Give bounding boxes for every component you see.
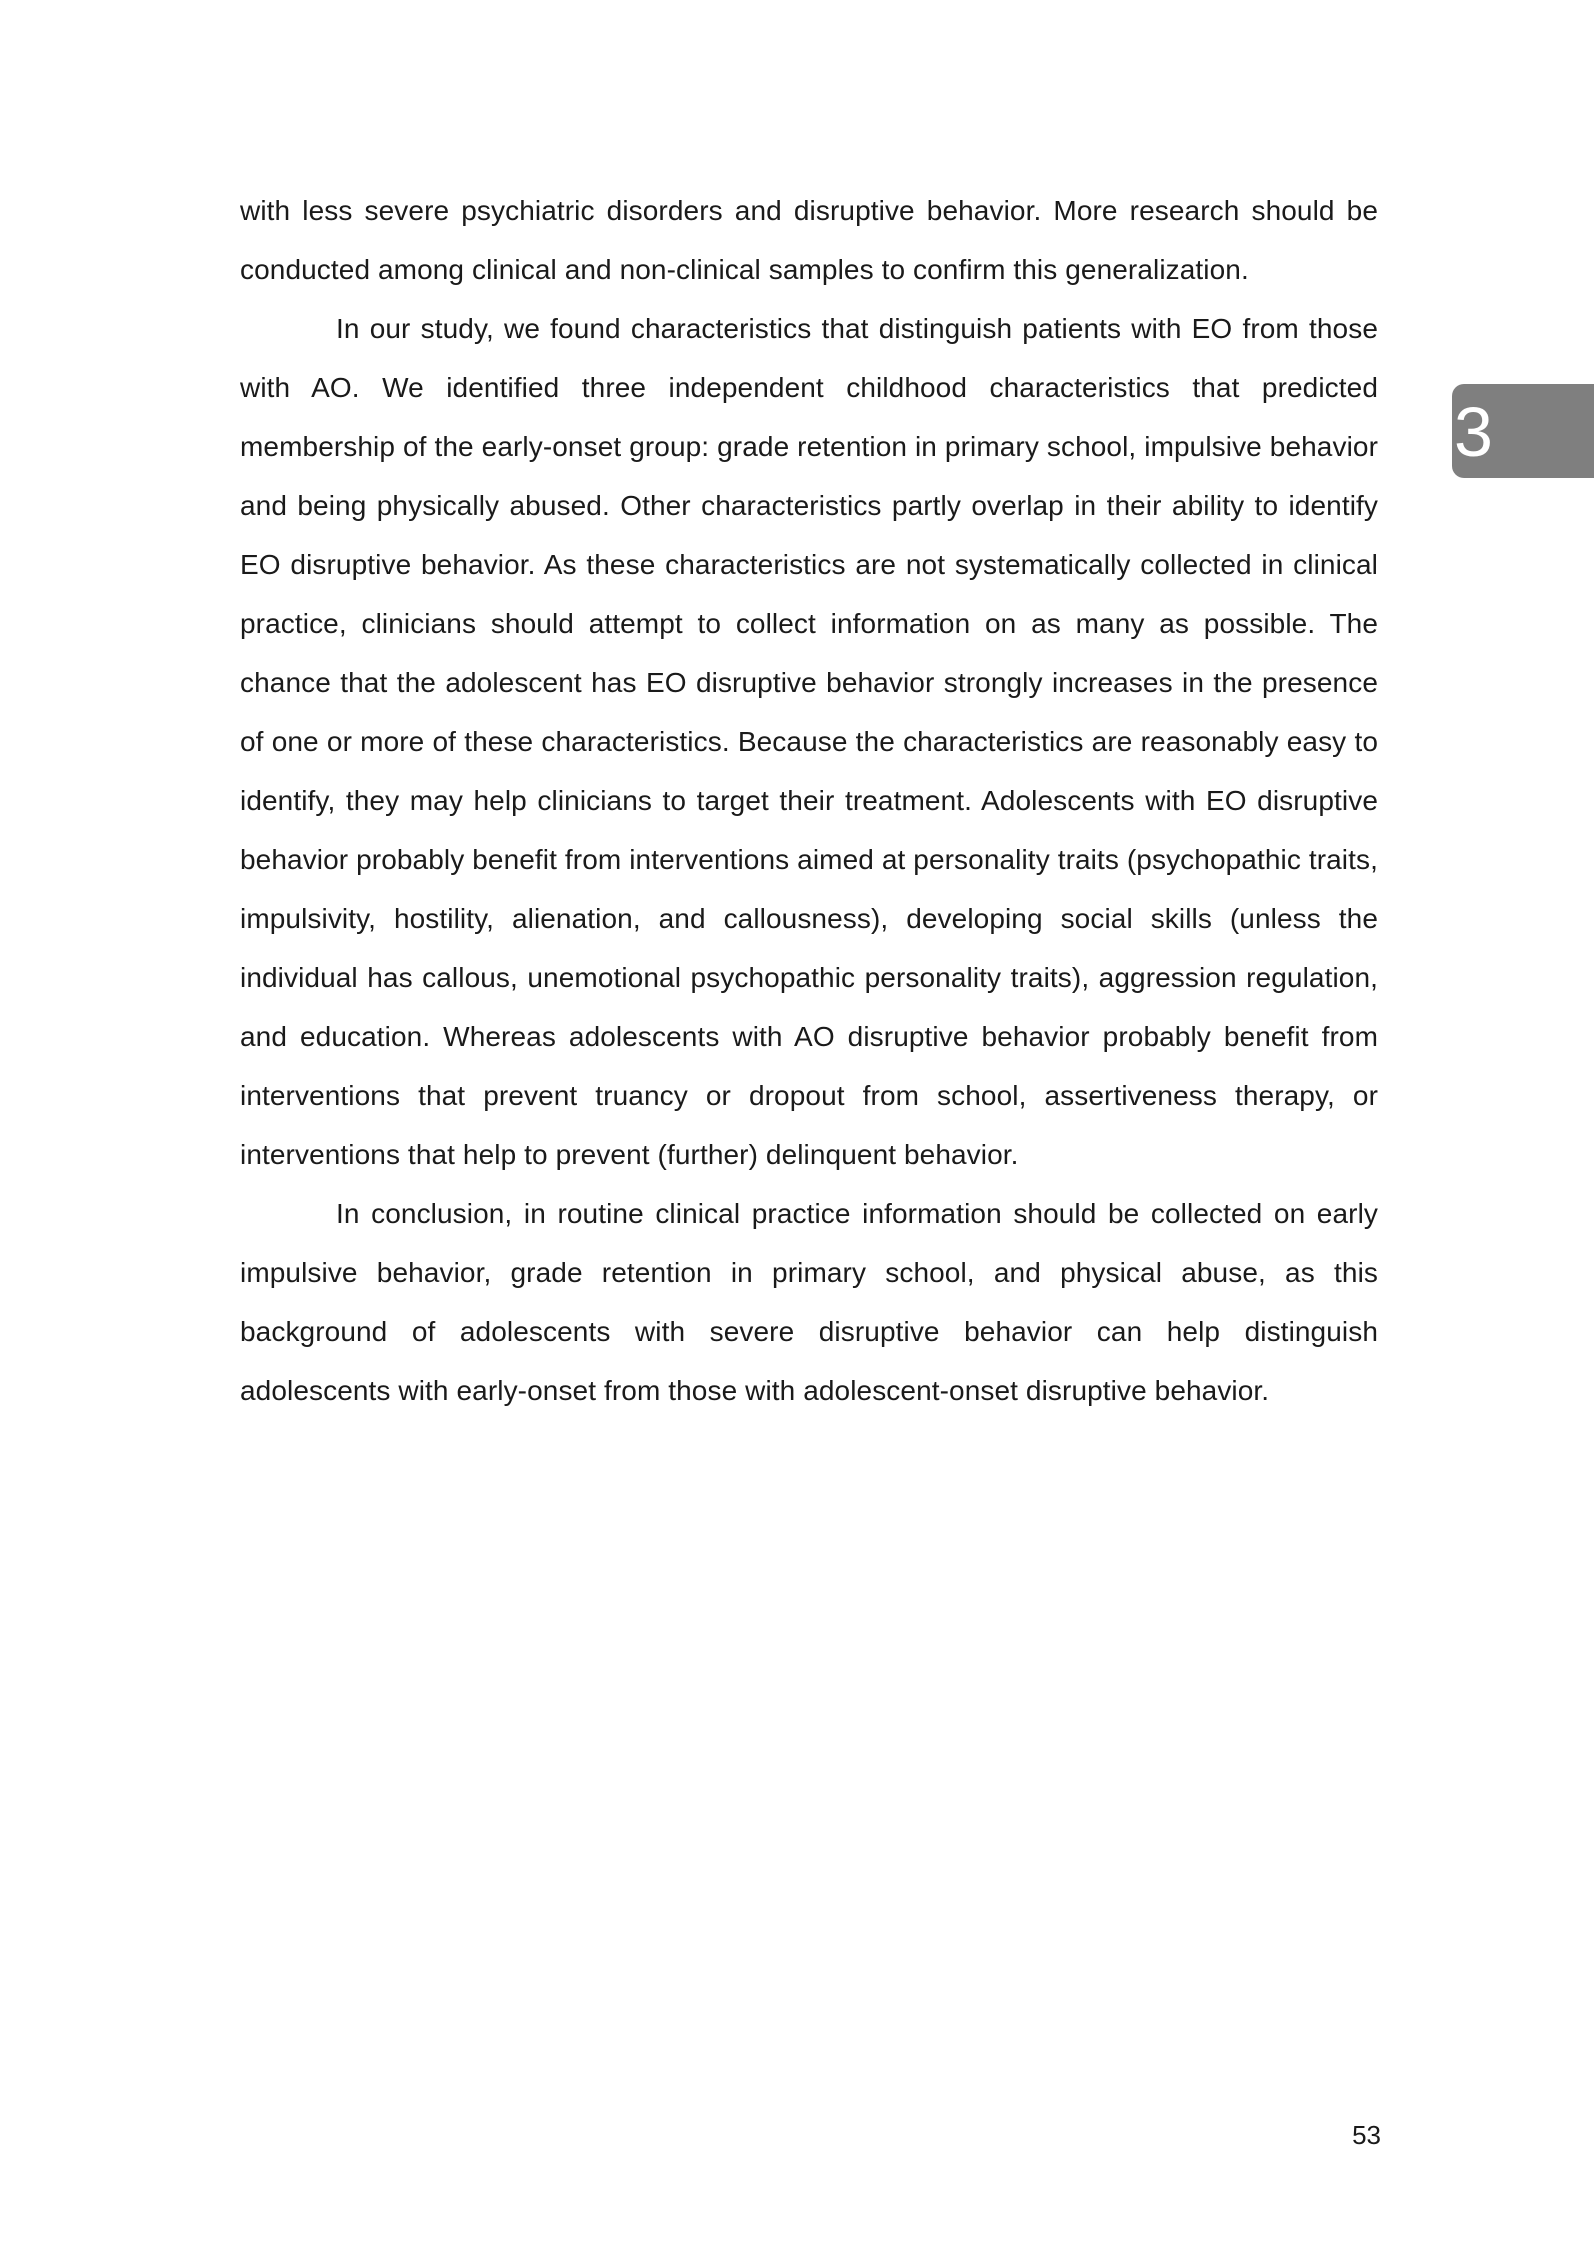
paragraph-study-findings: In our study, we found characteristics that distinguish patients with EO from those with AO. We identified three independent childhood characteristics that predicted membership of the early-onset group: grade retention in primary school, impulsive behavior and being physically abused. Other characteristics partly overlap in their ability to identify EO disruptive behavior. As these characteristics are not systematically collected in clinical practice, clinicians should attempt to collect information on as many as possible. The chance that the adolescent has EO disruptive behavior strongly increases in the presence of one or more of these characteristics. Because the characteristics are reasonably easy to identify, they may help clinicians to target their treatment. Adolescents with EO disruptive behavior probably benefit from interventions aimed at personality traits (psychopathic traits, impulsivity, hostility, alienation, and callousness), developing social skills (unless the individual has callous, unemotional psychopathic personality traits), aggression regulation, and education. Whereas adolescents with AO disruptive behavior probably benefit from interventions that prevent truancy or dropout from school, assertiveness therapy, or interventions that help to prevent (further) delinquent behavior. bbox=[240, 313, 1378, 1170]
paragraph-conclusion: In conclusion, in routine clinical practice information should be collected on early impulsive behavior, grade retention in primary school, and physical abuse, as this background of adolescents with severe disruptive behavior can help distinguish adolescents with early-onset from those with adolescent-onset disruptive behavior. bbox=[240, 1198, 1378, 1406]
chapter-number: 3 bbox=[1454, 393, 1493, 471]
chapter-tab bbox=[1452, 384, 1594, 478]
body-text bbox=[240, 181, 1378, 1420]
paragraph-continuation: with less severe psychiatric disorders and disruptive behavior. More research should be conducted among clinical and non-clinical samples to confirm this generalization. bbox=[240, 195, 1378, 285]
page-number: 53 bbox=[1352, 2120, 1381, 2150]
